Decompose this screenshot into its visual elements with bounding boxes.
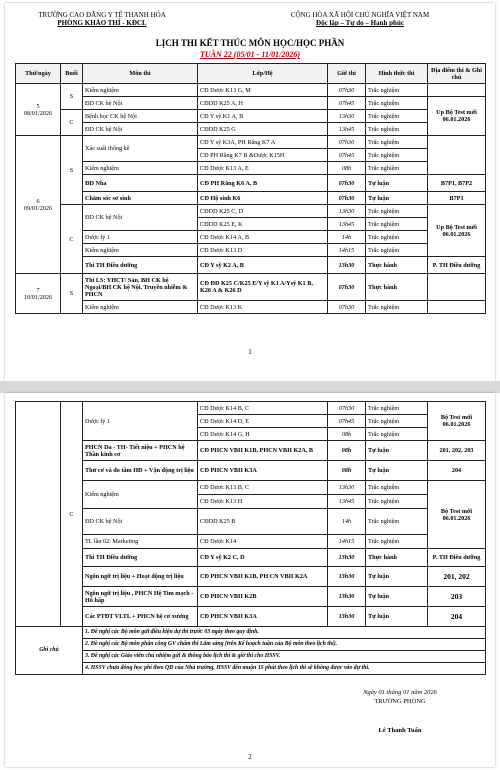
class-cell: CĐ Dược K14 D, E xyxy=(198,415,328,428)
format-cell: Trắc nghiệm xyxy=(366,495,428,509)
time-cell: 14h xyxy=(328,231,366,244)
class-cell: CĐ Hộ sinh K6 xyxy=(198,192,328,205)
class-cell: CĐ Dược K14 A, B xyxy=(198,231,328,244)
format-cell: Trắc nghiệm xyxy=(366,402,428,415)
time-cell: 13h30 xyxy=(328,567,366,587)
exam-schedule-table-2 xyxy=(15,401,486,675)
format-cell: Trắc nghiệm xyxy=(366,205,428,218)
class-cell: CĐDD K25 A, H xyxy=(198,97,328,110)
subject-cell: TL lần 02: Marketing xyxy=(83,535,198,549)
format-cell: Tự luận xyxy=(366,175,428,192)
time-cell: 13h30 xyxy=(328,607,366,627)
table-row xyxy=(16,84,486,97)
time-cell: 08h xyxy=(328,461,366,481)
note-cell: B7P1, B7P2 xyxy=(428,175,486,192)
note-cell: 204 xyxy=(428,607,486,627)
class-cell: CĐ Y sỹ K3A, PH Răng K7 A xyxy=(198,136,328,149)
session-cell: C xyxy=(61,205,83,274)
table-row xyxy=(16,231,486,244)
day-cell xyxy=(16,84,61,136)
format-cell: Trắc nghiệm xyxy=(366,123,428,136)
format-cell: Trắc nghiệm xyxy=(366,244,428,257)
subject-cell: Kiểm nghiệm xyxy=(83,84,198,97)
school-header xyxy=(17,11,187,27)
class-cell: CĐ PHCN VBII K3A xyxy=(198,461,328,481)
col-header-time: Giờ thi xyxy=(328,64,366,84)
class-cell: CĐ PH Răng K6 A, B xyxy=(198,175,328,192)
subject-cell: Thử cơ và đo tầm HĐ + Vận động trị liệu xyxy=(83,461,198,481)
session-cell: C xyxy=(61,110,83,136)
format-cell: Tự luận xyxy=(366,567,428,587)
day-date: 09/01/2026 xyxy=(23,204,53,212)
format-cell: Trắc nghiệm xyxy=(366,97,428,110)
note-cell: P. TH Điều dưỡng xyxy=(428,257,486,274)
table-row xyxy=(16,402,486,415)
table-row xyxy=(16,481,486,495)
subject-cell: ĐD CK hệ Nội xyxy=(83,205,198,231)
note-cell: 201, 202, 203 xyxy=(428,441,486,461)
page-number: 1 xyxy=(248,348,252,356)
session-cell: C xyxy=(61,402,83,627)
note-cell xyxy=(428,301,486,314)
exam-schedule-table-1 xyxy=(15,63,486,314)
time-cell: 14h xyxy=(328,509,366,535)
day-cell xyxy=(16,274,61,314)
time-cell: 14h15 xyxy=(328,535,366,549)
col-header-day: Thứ/ngày xyxy=(16,64,61,84)
format-cell: Tự luận xyxy=(366,441,428,461)
table-row xyxy=(16,244,486,257)
subject-cell: ĐD CK hệ Nội xyxy=(83,123,198,136)
time-cell: 07h30 xyxy=(328,402,366,415)
format-cell: Trắc nghiệm xyxy=(366,428,428,441)
subject-cell: PHCN Da - TH- Tiết niệu + PHCN hệ Thần kinh cơ xyxy=(83,441,198,461)
time-cell: 13h30 xyxy=(328,549,366,567)
time-cell: 08h xyxy=(328,428,366,441)
class-cell: CĐ Y sỹ K2 A, B xyxy=(198,257,328,274)
time-cell: 07h30 xyxy=(328,84,366,97)
class-cell: CĐ PHCN VBII K3A xyxy=(198,607,328,627)
republic-header xyxy=(245,11,475,27)
class-cell: CĐ PHCN VBII K2B xyxy=(198,587,328,607)
format-cell: Trắc nghiệm xyxy=(366,162,428,175)
table-row xyxy=(16,97,486,110)
class-cell: CĐ Dược K13 B, C xyxy=(198,481,328,495)
table-row xyxy=(16,567,486,587)
class-cell: CĐDD K25 B xyxy=(198,509,328,535)
subject-cell: Chăm sóc sơ sinh xyxy=(83,192,198,205)
document-page-2 xyxy=(5,393,495,767)
time-cell: 13h45 xyxy=(328,495,366,509)
subject-cell: ĐD CK hệ Nội xyxy=(83,97,198,110)
class-cell: CĐ Dược K13 H xyxy=(198,495,328,509)
subject-cell: Kiểm nghiệm xyxy=(83,481,198,509)
page-gap xyxy=(0,381,500,393)
note-cell: Up Bộ Test mới 06.01.2026 xyxy=(428,205,486,257)
col-header-subject: Môn thi xyxy=(83,64,198,84)
subject-cell: Xác suất thống kê xyxy=(83,136,198,162)
format-cell: Trắc nghiệm xyxy=(366,301,428,314)
col-header-format: Hình thức thi xyxy=(366,64,428,84)
signer-name: Lê Thanh Tuấn xyxy=(378,727,422,734)
format-cell: Trắc nghiệm xyxy=(366,218,428,231)
note-cell xyxy=(428,136,486,175)
note-cell: P. TH Điều dưỡng xyxy=(428,549,486,567)
page-number: 2 xyxy=(248,753,252,761)
time-cell: 13h45 xyxy=(328,218,366,231)
class-cell: CĐ Y sỹ K1 A, B xyxy=(198,110,328,123)
subject-cell: Các PTĐT VLTL + PHCN hệ cơ xương xyxy=(83,607,198,627)
table-row xyxy=(16,110,486,123)
format-cell: Trắc nghiệm xyxy=(366,231,428,244)
document-page-1 xyxy=(5,3,495,381)
note-cell: Bộ Test mới 06.01.2026 xyxy=(428,402,486,441)
time-cell: 07h30 xyxy=(328,192,366,205)
format-cell: Tự luận xyxy=(366,461,428,481)
table-row xyxy=(16,257,486,274)
table-row xyxy=(16,535,486,549)
notes-label: Ghi chú xyxy=(16,627,83,675)
notes-row xyxy=(16,651,486,663)
subject-cell: ĐD Nha xyxy=(83,175,198,192)
table-row xyxy=(16,123,486,136)
time-cell: 07h30 xyxy=(328,175,366,192)
table-row xyxy=(16,136,486,149)
note-cell xyxy=(428,274,486,301)
day-number: 7 xyxy=(36,286,40,294)
table-row xyxy=(16,587,486,607)
subject-cell: Ngôn ngữ trị liệu + Hoạt động trị liệu xyxy=(83,567,198,587)
subject-cell: Thi TH Điều dưỡng xyxy=(83,549,198,567)
note-cell: 203 xyxy=(428,587,486,607)
signer-title: TRƯỞNG PHÒNG xyxy=(374,698,426,705)
table-row xyxy=(16,162,486,175)
format-cell: Trắc nghiệm xyxy=(366,415,428,428)
table-row xyxy=(16,175,486,192)
table-header-row xyxy=(16,64,486,84)
note-cell: 204 xyxy=(428,461,486,481)
day-number: 6 xyxy=(36,197,40,205)
time-cell: 13h45 xyxy=(328,123,366,136)
notes-row xyxy=(16,639,486,651)
time-cell: 07h30 xyxy=(328,136,366,149)
table-row xyxy=(16,192,486,205)
time-cell: 07h45 xyxy=(328,415,366,428)
table-row xyxy=(16,461,486,481)
class-cell: CĐ Y sỹ K2 C, D xyxy=(198,549,328,567)
class-cell: CĐ PHCN VBII K1B, PH CN VBII K2A xyxy=(198,567,328,587)
time-cell: 14h15 xyxy=(328,244,366,257)
format-cell: Thực hành xyxy=(366,274,428,301)
time-cell: 08h xyxy=(328,441,366,461)
day-cell xyxy=(16,402,61,627)
subject-cell: Ngôn ngữ trị liệu , PHCN Hệ Tim mạch - Hô hấp xyxy=(83,587,198,607)
class-cell: CĐDD K25 E, K xyxy=(198,218,328,231)
format-cell: Thực hành xyxy=(366,549,428,567)
note-item: 2. Đề nghị các Bộ môn phân công GV chấm thi Lâm sàng (trên Kế hoạch tuần của Bộ môn theo lịch thi). xyxy=(83,639,486,651)
class-cell: CĐ ĐD K25 C/K25 E/Y sỹ K1 A/Ysỹ K1 B, K26 A & K26 D xyxy=(198,274,328,301)
format-cell: Trắc nghiệm xyxy=(366,149,428,162)
class-cell: CĐ Dược K14 B, C xyxy=(198,402,328,415)
session-cell: S xyxy=(61,136,83,205)
subject-cell: Bệnh học CK hệ Nội xyxy=(83,110,198,123)
format-cell: Trắc nghiệm xyxy=(366,110,428,123)
format-cell: Trắc nghiệm xyxy=(366,535,428,549)
day-cell xyxy=(16,136,61,274)
subject-cell: Thi LS: YHCT/ Sản, BH CK hệ Ngoại/BH CK hệ Nội, Truyền nhiễm & PHCN xyxy=(83,274,198,301)
format-cell: Thực hành xyxy=(366,257,428,274)
note-cell xyxy=(428,84,486,97)
republic-name: CỘNG HÒA XÃ HỘI CHỦ NGHĨA VIỆT NAM xyxy=(290,11,430,19)
format-cell: Tự luận xyxy=(366,607,428,627)
notes-row xyxy=(16,663,486,675)
schedule-title: LỊCH THI KẾT THÚC MÔN HỌC/HỌC PHẦN xyxy=(155,38,345,48)
note-cell: 201, 202 xyxy=(428,567,486,587)
school-name: TRƯỜNG CAO ĐẲNG Y TẾ THANH HÓA xyxy=(38,11,166,19)
subject-cell: Kiểm nghiệm xyxy=(83,244,198,257)
col-header-class: Lớp/Hệ xyxy=(198,64,328,84)
class-cell: CĐ Dược K14 xyxy=(198,535,328,549)
note-item: 4. HSSV chưa đóng học phí theo QĐ của Nhà trường, HSSV đến muộn 15 phút theo lịch thi sẽ không được vào dự thi. xyxy=(83,663,486,675)
format-cell: Trắc nghiệm xyxy=(366,136,428,149)
session-cell: S xyxy=(61,274,83,314)
col-header-session: Buổi xyxy=(61,64,83,84)
table-row xyxy=(16,301,486,314)
motto: Độc lập – Tự do – Hạnh phúc xyxy=(316,19,404,27)
day-date: 10/01/2026 xyxy=(23,293,53,301)
table-row xyxy=(16,607,486,627)
class-cell: CĐDD K25 G xyxy=(198,123,328,136)
subject-cell: Dược lý 1 xyxy=(83,402,198,441)
subject-cell: Kiểm nghiệm xyxy=(83,301,198,314)
table-row xyxy=(16,441,486,461)
signature-date: Ngày 01 tháng 01 năm 2026 xyxy=(363,689,437,696)
format-cell: Trắc nghiệm xyxy=(366,509,428,535)
day-date: 08/01/2026 xyxy=(23,109,53,117)
table-row xyxy=(16,509,486,535)
note-item: 3. Đề nghị các Giáo viên chủ nhiệm gửi & thông báo lịch thi & giờ thi cho HSSV. xyxy=(83,651,486,663)
class-cell: CĐ Dược K13 G, M xyxy=(198,84,328,97)
format-cell: Tự luận xyxy=(366,587,428,607)
class-cell: CĐ PHCN VBII K1B, PHCN VBII K2A, B xyxy=(198,441,328,461)
subject-cell: Kiểm nghiệm xyxy=(83,162,198,175)
time-cell: 13h30 xyxy=(328,257,366,274)
time-cell: 07h30 xyxy=(328,301,366,314)
class-cell: CĐ Dược K13 K xyxy=(198,301,328,314)
class-cell: CĐDD K25 C, D xyxy=(198,205,328,218)
note-cell: Up Bộ Test mới 06.01.2026 xyxy=(428,97,486,136)
class-cell: CĐ Dược K13 A, E xyxy=(198,162,328,175)
time-cell: 13h30 xyxy=(328,481,366,495)
time-cell: 07h45 xyxy=(328,149,366,162)
subject-cell: ĐD CK hệ Nội xyxy=(83,509,198,535)
table-row xyxy=(16,205,486,218)
week-subtitle: TUẦN 22 (05/01 - 11/01/2026) xyxy=(200,50,300,59)
class-cell: CĐ Dược K13 D xyxy=(198,244,328,257)
time-cell: 08h xyxy=(328,162,366,175)
note-item: 1. Đề nghị các Bộ môn gửi điều kiện dự thi trước 03 ngày theo quy định. xyxy=(83,627,486,639)
format-cell: Trắc nghiệm xyxy=(366,84,428,97)
col-header-location: Địa điểm thi & Ghi chú xyxy=(428,64,486,84)
class-cell: CĐ PH Răng K7 B &Dược K15H xyxy=(198,149,328,162)
session-cell: S xyxy=(61,84,83,110)
table-row xyxy=(16,549,486,567)
class-cell: CĐ Dược K14 G, H xyxy=(198,428,328,441)
notes-row xyxy=(16,627,486,639)
time-cell: 07h30 xyxy=(328,274,366,301)
time-cell: 13h30 xyxy=(328,110,366,123)
note-cell: Bộ Test mới 06.01.2026 xyxy=(428,481,486,549)
day-number: 5 xyxy=(36,102,40,110)
time-cell: 07h45 xyxy=(328,97,366,110)
time-cell: 13h30 xyxy=(328,205,366,218)
format-cell: Trắc nghiệm xyxy=(366,481,428,495)
note-cell: B7P1 xyxy=(428,192,486,205)
time-cell: 13h30 xyxy=(328,587,366,607)
subject-cell: Dược lý 1 xyxy=(83,231,198,244)
office-name: PHÒNG KHẢO THÍ - KĐCL xyxy=(57,19,147,27)
format-cell: Tự luận xyxy=(366,192,428,205)
table-row xyxy=(16,274,486,301)
subject-cell: Thi TH Điều dưỡng xyxy=(83,257,198,274)
